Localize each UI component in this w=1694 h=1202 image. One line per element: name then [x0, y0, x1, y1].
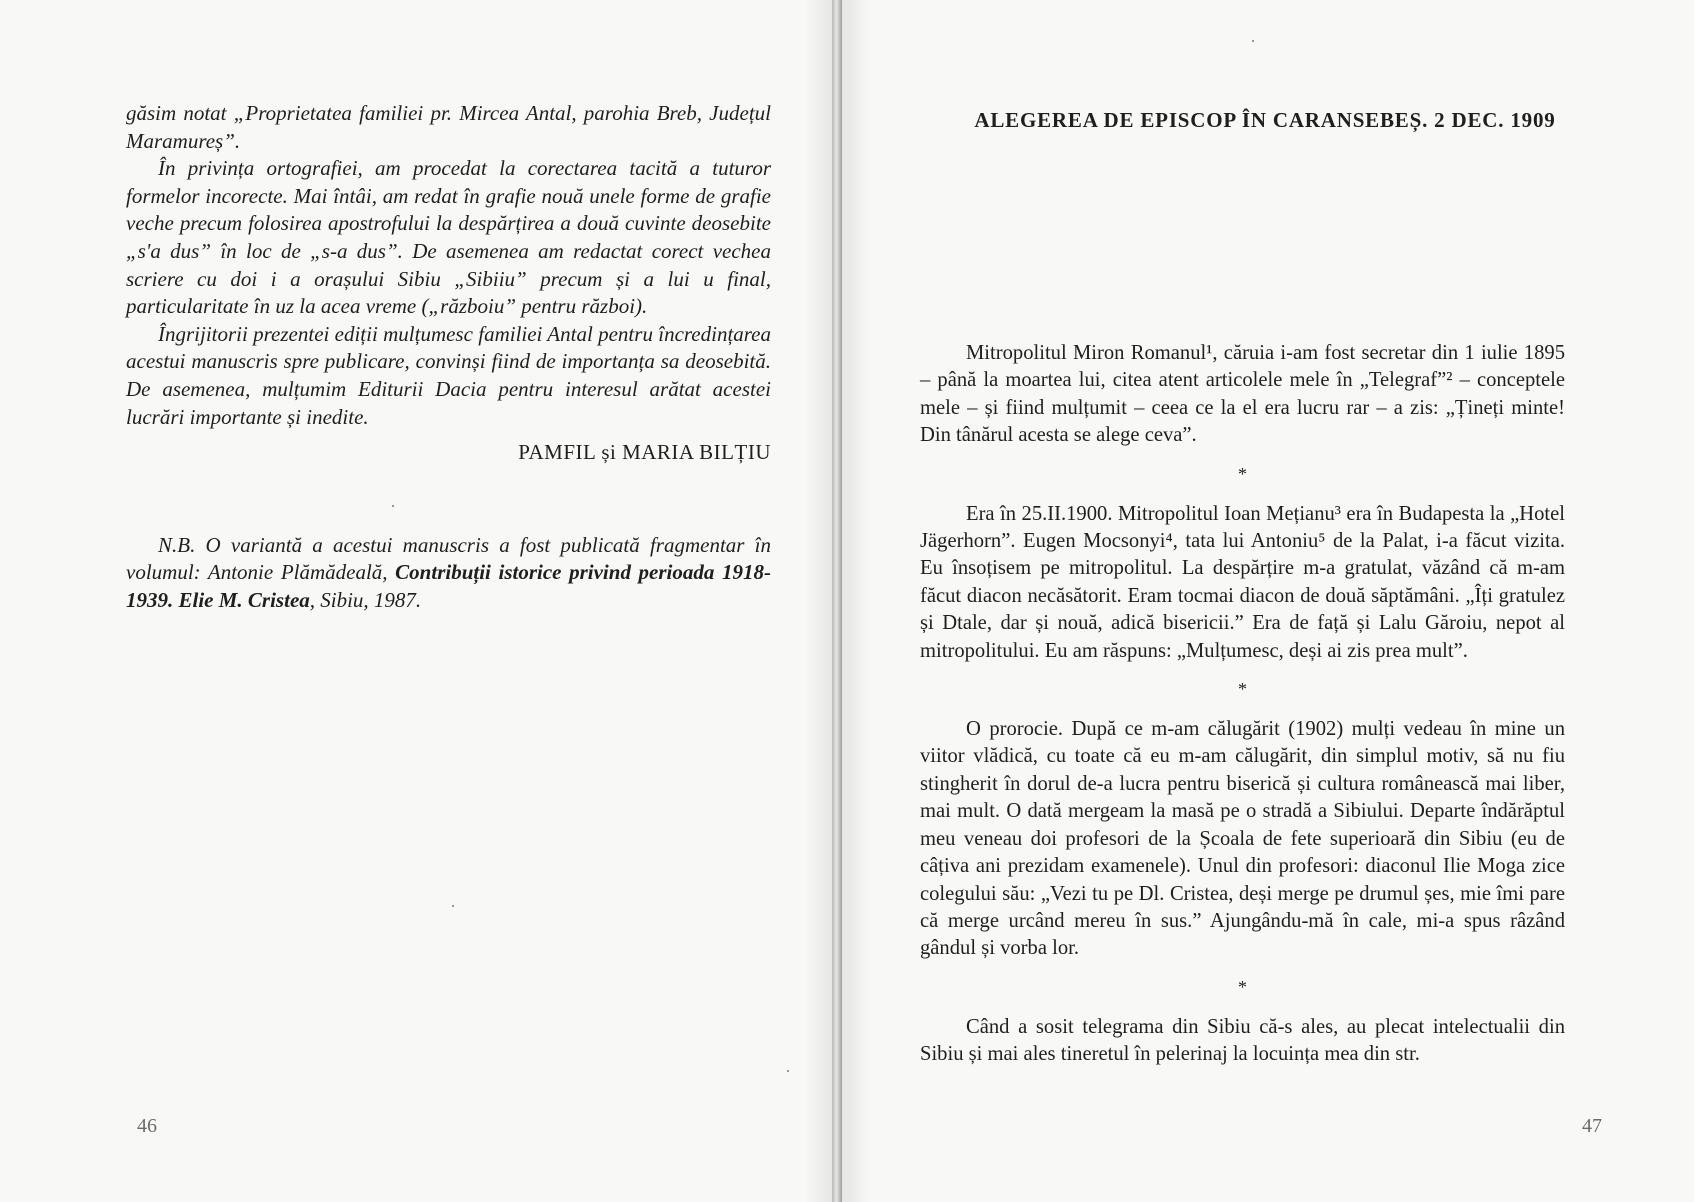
print-speck [392, 505, 394, 507]
section-separator: * [1238, 679, 1247, 700]
left-paragraph-3: Îngrijitorii prezentei ediții mulțumesc familiei Antal pentru încredințarea acestui manuscris spre publicare, convinși fiind de importanța sa deosebită. De asemenea, mulțumim Editurii Dacia pentru interesul arătat acestei lucrări importante și inedite. [126, 321, 771, 429]
book-gutter [832, 0, 842, 1202]
print-speck [452, 905, 454, 907]
right-paragraph-1: Mitropolitul Miron Romanul¹, căruia i-am fost secretar din 1 iulie 1895 – până la moartea lui, citea atent articolele mele în „Telegraf”² – conceptele mele – și fiind mulțumit – ceea ce la el era lucru rar – a zis: „Țineți minte! Din tânărul acesta se alege ceva”. [920, 342, 1565, 447]
note-book-title: Contribuții istorice privind perioada 1918-1939. Elie M. Cristea [126, 560, 771, 612]
chapter-title: ALEGEREA DE EPISCOP ÎN CARANSEBEȘ. 2 DEC. 1909 [974, 108, 1556, 132]
right-page [842, 0, 1694, 1202]
right-page-number: 47 [1582, 1115, 1602, 1137]
note-intro: N.B. O variantă a acestui manuscris a fost publicată fragmentar în volumul: Antonie Plămădeală, [126, 532, 771, 585]
right-paragraph-3: O prorocie. După ce m-am călugărit (1902) mulți vedeau în mine un viitor vlădică, cu toate că eu m-am călugărit, din simplul motiv, să nu fiu stingherit în dorul de-a lucra pentru biserică și cultura românească mai liber, mai mult. O dată mergeam la masă pe o stradă a Sibiului. Departe îndărăptul meu veneau doi profesori de la Școala de fete superioară din Sibiu (eu de câțiva ani prezidam examenele). Unul din profesori: diaconul Ilie Moga zice colegului său: „Vezi tu pe Dl. Cristea, deși merge pe drumul șes, mie îmi pare că merge urcând mereu în sus.” Ajungându-mă în cale, mi-a spus râzând gândul și vorba lor. [920, 718, 1565, 960]
left-page-text [126, 100, 771, 615]
editorial-note [126, 532, 771, 615]
left-paragraph-2: În privința ortografiei, am procedat la corectarea tacită a tuturor formelor incorecte. Mai întâi, am redat în grafie nouă unele forme de grafie veche precum folosirea apostrofului la despărțirea a două cuvinte deosebite „s'a dus” în loc de „s-a dus”. De asemenea am redactat corect vechea scriere cu doi i a orașului Sibiu „Sibiiu” precum și a lui u final, particularitate în uz la acea vreme („războiu” pentru război). [126, 156, 771, 319]
print-speck [787, 1070, 789, 1072]
left-page [0, 0, 832, 1202]
right-paragraph-4: Când a sosit telegrama din Sibiu că-s ales, au plecat intelectualii din Sibiu și mai ales tineretul în pelerinaj la locuința mea din str. [920, 1015, 1565, 1066]
left-paragraph-1: găsim notat „Proprietatea familiei pr. Mircea Antal, parohia Breb, Județul Maramureș”. [126, 101, 771, 153]
right-paragraph-2: Era în 25.II.1900. Mitropolitul Ioan Mețianu³ era în Budapesta la „Hotel Jägerhorn”. Eugen Mocsonyi⁴, tata lui Antoniu⁵ de la Palat, i-a făcut vizita. Eu însoțisem pe mitropolitul. La despărțire m-a gratulat, văzând că m-am făcut diacon necăsătorit. Eram tocmai diacon de două săptămâni. „Îți gratulez și Dtale, dar și nouă, adică bisericii.” Era de față și Lalu Găroiu, nepot al mitropolitului. Eu am răspuns: „Mulțumesc, deși ai zis prea mult”. [920, 502, 1565, 662]
print-speck [1252, 40, 1254, 42]
left-page-number: 46 [137, 1115, 157, 1137]
note-outro: , Sibiu, 1987. [309, 587, 422, 612]
section-separator: * [1238, 976, 1247, 997]
right-page-text [920, 340, 1565, 1069]
section-separator: * [1238, 463, 1247, 484]
editors-signature: PAMFIL și MARIA BILȚIU [518, 440, 771, 465]
